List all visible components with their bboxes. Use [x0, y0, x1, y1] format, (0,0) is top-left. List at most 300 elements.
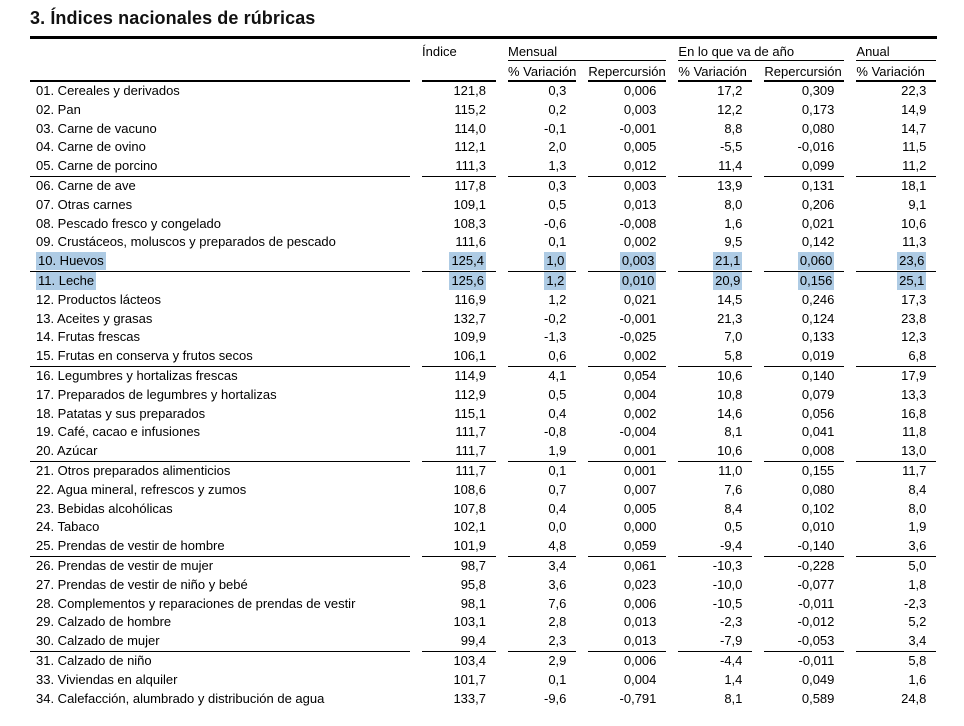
value: 13,3 [901, 386, 927, 402]
value-cell [856, 462, 936, 481]
value-cell [422, 423, 496, 442]
value-cell [508, 632, 576, 652]
group-header-row [30, 39, 936, 61]
value: 0,054 [623, 367, 657, 383]
value-cell [856, 82, 936, 101]
value: 125,4 [451, 253, 484, 269]
value-cell [856, 386, 936, 405]
value-cell [422, 481, 496, 500]
value: 8,4 [908, 481, 927, 497]
value: 103,1 [453, 614, 486, 630]
row-label-cell [30, 690, 410, 709]
value-cell [856, 671, 936, 690]
value: 103,4 [453, 652, 486, 668]
row-label-cell [30, 82, 410, 101]
value-cell [422, 272, 496, 291]
value-cell [764, 82, 844, 101]
value-cell [678, 367, 752, 386]
value-cell [508, 347, 576, 367]
value-cell [588, 328, 666, 347]
value-cell [588, 120, 666, 139]
value-cell [764, 671, 844, 690]
value-cell [588, 481, 666, 500]
table-row [30, 500, 936, 519]
row-label: 04. Carne de ovino [36, 139, 146, 155]
row-label-cell [30, 196, 410, 215]
value: 9,5 [724, 234, 743, 250]
value-cell [422, 386, 496, 405]
value-cell [678, 386, 752, 405]
value-cell [856, 252, 936, 272]
value-cell [422, 347, 496, 367]
value: 0,099 [801, 158, 835, 174]
value-cell [678, 101, 752, 120]
value: 108,6 [453, 481, 486, 497]
value: 14,6 [717, 405, 743, 421]
table-row [30, 518, 936, 537]
value: 8,0 [908, 500, 927, 516]
value: 0,013 [623, 196, 657, 212]
value-cell [588, 157, 666, 177]
value-cell [422, 82, 496, 101]
table-header [30, 39, 936, 82]
table-row [30, 157, 936, 177]
value: 0,1 [548, 671, 567, 687]
value: 0,5 [724, 519, 743, 535]
row-label: 08. Pescado fresco y congelado [36, 215, 222, 231]
value: 109,1 [453, 196, 486, 212]
value-cell [422, 291, 496, 310]
value: 5,2 [908, 614, 927, 630]
value: 1,3 [548, 158, 567, 174]
value: -0,791 [619, 690, 657, 706]
value: 24,8 [901, 690, 927, 706]
value-cell [678, 252, 752, 272]
value: 0,003 [621, 253, 655, 269]
value: 98,1 [460, 595, 486, 611]
value-cell [856, 518, 936, 537]
row-label-cell [30, 462, 410, 481]
value-cell [422, 405, 496, 424]
value: 25,1 [899, 272, 925, 288]
value: 0,005 [623, 500, 657, 516]
table-row [30, 82, 936, 101]
value-cell [678, 328, 752, 347]
value-cell [764, 101, 844, 120]
value-cell [422, 671, 496, 690]
value-cell [764, 632, 844, 652]
value: 0,023 [623, 576, 657, 592]
row-label-cell [30, 405, 410, 424]
row-label: 34. Calefacción, alumbrado y distribución de agua [36, 690, 325, 706]
value-cell [422, 537, 496, 557]
value-cell [764, 576, 844, 595]
table-body [30, 82, 936, 708]
value: -0,001 [619, 120, 657, 136]
value-cell [764, 462, 844, 481]
value: 0,007 [623, 481, 657, 497]
value-cell [856, 215, 936, 234]
value: 102,1 [453, 519, 486, 535]
value-cell [764, 595, 844, 614]
row-label: 09. Crustáceos, moluscos y preparados de pescado [36, 234, 336, 250]
value-cell [856, 310, 936, 329]
row-label: 26. Prendas de vestir de mujer [36, 557, 214, 573]
value: 0,246 [801, 291, 835, 307]
value-cell [856, 272, 936, 291]
value: -5,5 [720, 139, 743, 155]
row-label-cell [30, 120, 410, 139]
value: 0,2 [548, 101, 567, 117]
value-cell [764, 405, 844, 424]
value: 0,080 [801, 481, 835, 497]
value: 17,2 [717, 83, 743, 98]
value: 0,589 [801, 690, 835, 706]
value-cell [856, 405, 936, 424]
value-cell [588, 291, 666, 310]
value: 112,9 [454, 386, 486, 402]
row-label: 28. Complementos y reparaciones de prendas de vestir [36, 595, 356, 611]
value-cell [422, 101, 496, 120]
table-row [30, 120, 936, 139]
value-cell [588, 500, 666, 519]
value: 95,8 [460, 576, 486, 592]
value: 5,8 [724, 348, 743, 364]
subheader-ano-variacion: % Variación [678, 61, 752, 82]
value: 1,4 [724, 671, 743, 687]
value: 3,6 [908, 538, 927, 554]
value: -10,0 [712, 576, 743, 592]
value-cell [856, 196, 936, 215]
row-label: 12. Productos lácteos [36, 291, 162, 307]
value: 21,3 [717, 310, 743, 326]
value-cell [764, 652, 844, 671]
value-cell [678, 423, 752, 442]
value-cell [588, 101, 666, 120]
value: 10,6 [901, 215, 927, 231]
row-label: 19. Café, cacao e infusiones [36, 424, 201, 440]
value: 0,6 [548, 348, 567, 364]
table-row [30, 671, 936, 690]
row-label-cell [30, 101, 410, 120]
value-cell [678, 537, 752, 557]
row-label: 22. Agua mineral, refrescos y zumos [36, 481, 247, 497]
value: 0,131 [801, 177, 835, 193]
value: 0,006 [623, 595, 657, 611]
value: 11,8 [902, 424, 927, 440]
value-cell [856, 423, 936, 442]
value: 116,9 [454, 291, 486, 307]
value: 11,4 [718, 158, 743, 174]
table-row [30, 291, 936, 310]
row-label-cell [30, 386, 410, 405]
value: 10,6 [717, 443, 743, 459]
value: 8,0 [724, 196, 743, 212]
value-cell [678, 632, 752, 652]
value-cell [588, 177, 666, 196]
value-cell [856, 481, 936, 500]
row-label: 21. Otros preparados alimenticios [36, 462, 231, 478]
value: 14,7 [901, 120, 927, 136]
value-cell [508, 481, 576, 500]
table-row [30, 632, 936, 652]
value: 0,4 [548, 405, 567, 421]
value: -0,228 [797, 557, 835, 573]
value-cell [764, 423, 844, 442]
value-cell [422, 157, 496, 177]
row-label-cell [30, 138, 410, 157]
value-cell [856, 537, 936, 557]
value: 11,0 [718, 462, 743, 478]
value: 0,173 [801, 101, 835, 117]
row-label: 31. Calzado de niño [36, 652, 152, 668]
value: 117,8 [454, 177, 486, 193]
value: 115,2 [454, 101, 486, 117]
value: 111,7 [455, 462, 486, 478]
row-label-cell [30, 652, 410, 671]
value: 111,6 [455, 234, 486, 250]
value-cell [422, 557, 496, 576]
table-row [30, 481, 936, 500]
table-row [30, 272, 936, 291]
value: 7,6 [724, 481, 743, 497]
value-cell [856, 576, 936, 595]
value-cell [508, 386, 576, 405]
row-label: 13. Aceites y grasas [36, 310, 153, 326]
value: 0,4 [548, 500, 567, 516]
value: 5,0 [908, 557, 927, 573]
value: 0,006 [623, 83, 657, 98]
value: -2,3 [720, 614, 743, 630]
value-cell [856, 157, 936, 177]
value: 13,0 [901, 443, 927, 459]
value: 1,9 [548, 443, 567, 459]
value: 1,0 [546, 253, 565, 269]
value-cell [508, 291, 576, 310]
value: -4,4 [720, 652, 743, 668]
value: 1,8 [908, 576, 927, 592]
value: 0,049 [801, 671, 835, 687]
value-cell [764, 386, 844, 405]
row-label-cell [30, 423, 410, 442]
value-cell [678, 690, 752, 709]
value-cell [856, 328, 936, 347]
row-label-cell [30, 328, 410, 347]
row-label: 27. Prendas de vestir de niño y bebé [36, 576, 248, 592]
value-cell [508, 405, 576, 424]
value: 0,124 [801, 310, 835, 326]
value-cell [588, 405, 666, 424]
value: 1,2 [548, 291, 567, 307]
value: 8,1 [724, 424, 743, 440]
value: 10,6 [717, 367, 743, 383]
value-cell [588, 442, 666, 462]
value: 0,133 [801, 329, 835, 345]
value: 0,001 [623, 443, 657, 459]
value-cell [764, 138, 844, 157]
value: 11,3 [902, 234, 927, 250]
value: 111,7 [455, 424, 486, 440]
value-cell [508, 177, 576, 196]
value-cell [508, 101, 576, 120]
value: 1,6 [724, 215, 743, 231]
row-label-cell [30, 518, 410, 537]
row-label: 01. Cereales y derivados [36, 83, 180, 98]
value: 2,0 [548, 139, 567, 155]
value: 5,8 [908, 652, 927, 668]
value: 0,041 [801, 424, 835, 440]
value-cell [856, 347, 936, 367]
value: 0,3 [548, 177, 567, 193]
row-label-cell [30, 347, 410, 367]
value-cell [678, 196, 752, 215]
row-label-cell [30, 367, 410, 386]
value: 106,1 [453, 348, 486, 364]
value-cell [508, 328, 576, 347]
row-label: 33. Viviendas en alquiler [36, 671, 178, 687]
value-cell [856, 557, 936, 576]
table-row [30, 252, 936, 272]
value: 0,056 [801, 405, 835, 421]
value: 111,7 [455, 443, 486, 459]
row-label: 07. Otras carnes [36, 196, 133, 212]
table-row [30, 595, 936, 614]
value: 114,0 [454, 120, 486, 136]
value-cell [588, 386, 666, 405]
value-cell [856, 291, 936, 310]
table-row [30, 576, 936, 595]
value: 125,6 [451, 272, 484, 288]
value-cell [588, 138, 666, 157]
value-cell [764, 328, 844, 347]
value: 99,4 [460, 633, 486, 649]
value-cell [422, 632, 496, 652]
value-cell [508, 215, 576, 234]
value-cell [856, 500, 936, 519]
table-row [30, 310, 936, 329]
value: 0,021 [623, 291, 657, 307]
value-cell [588, 690, 666, 709]
value-cell [764, 347, 844, 367]
value-cell [764, 252, 844, 272]
table-row [30, 347, 936, 367]
value: 108,3 [453, 215, 486, 231]
value: 4,1 [548, 367, 567, 383]
value: 17,9 [901, 367, 927, 383]
value: 0,008 [801, 443, 835, 459]
value-cell [588, 518, 666, 537]
value-cell [678, 462, 752, 481]
value-cell [422, 138, 496, 157]
value-cell [856, 120, 936, 139]
value-cell [422, 120, 496, 139]
row-label-cell [30, 671, 410, 690]
value-cell [422, 576, 496, 595]
value-cell [856, 652, 936, 671]
value: 0,059 [623, 538, 657, 554]
value: 11,2 [902, 158, 927, 174]
row-label: 10. Huevos [38, 253, 104, 269]
value: 16,8 [901, 405, 927, 421]
value-cell [588, 272, 666, 291]
value-cell [678, 82, 752, 101]
value: 0,206 [801, 196, 835, 212]
col-header-indice: Índice [422, 39, 496, 82]
value-cell [508, 518, 576, 537]
value: -2,3 [904, 595, 927, 611]
row-label: 18. Patatas y sus preparados [36, 405, 206, 421]
value-cell [588, 671, 666, 690]
value-cell [678, 442, 752, 462]
value: 0,7 [548, 481, 567, 497]
value: 98,7 [460, 557, 486, 573]
value: 121,8 [453, 83, 486, 98]
table-row [30, 196, 936, 215]
value-cell [588, 196, 666, 215]
value: 20,9 [715, 272, 741, 288]
table-row [30, 652, 936, 671]
value: 0,010 [801, 519, 835, 535]
value-cell [422, 215, 496, 234]
value: 0,002 [623, 234, 657, 250]
row-label-cell [30, 537, 410, 557]
value-cell [764, 690, 844, 709]
value-cell [678, 671, 752, 690]
value: 0,004 [623, 386, 657, 402]
value-cell [508, 310, 576, 329]
value: 9,1 [908, 196, 927, 212]
value: -0,6 [544, 215, 567, 231]
value-cell [678, 576, 752, 595]
value: 1,6 [908, 671, 927, 687]
value: 11,5 [902, 139, 927, 155]
value-cell [678, 595, 752, 614]
value-cell [856, 367, 936, 386]
row-label: 16. Legumbres y hortalizas frescas [36, 367, 238, 383]
value: -0,140 [797, 538, 835, 554]
value: 115,1 [454, 405, 486, 421]
value-cell [588, 310, 666, 329]
table-row [30, 101, 936, 120]
row-label: 15. Frutas en conserva y frutos secos [36, 348, 253, 364]
value: -0,011 [798, 652, 835, 668]
value-cell [856, 138, 936, 157]
row-label-cell [30, 310, 410, 329]
value-cell [588, 652, 666, 671]
row-label-cell [30, 576, 410, 595]
value: -0,004 [619, 424, 657, 440]
value-cell [764, 291, 844, 310]
value-cell [588, 595, 666, 614]
value-cell [678, 120, 752, 139]
table-row [30, 423, 936, 442]
value: 3,4 [548, 557, 567, 573]
value-cell [508, 537, 576, 557]
value: 0,1 [548, 234, 567, 250]
value: 0,1 [548, 462, 567, 478]
row-label: 23. Bebidas alcohólicas [36, 500, 173, 516]
value-cell [422, 613, 496, 632]
value: 14,9 [901, 101, 927, 117]
value: -0,008 [619, 215, 657, 231]
row-label: 06. Carne de ave [36, 177, 136, 193]
col-group-anual: Anual [856, 39, 936, 61]
row-label: 14. Frutas frescas [36, 329, 141, 345]
value-cell [678, 272, 752, 291]
table-row [30, 557, 936, 576]
value-cell [508, 272, 576, 291]
value: -0,1 [544, 120, 567, 136]
